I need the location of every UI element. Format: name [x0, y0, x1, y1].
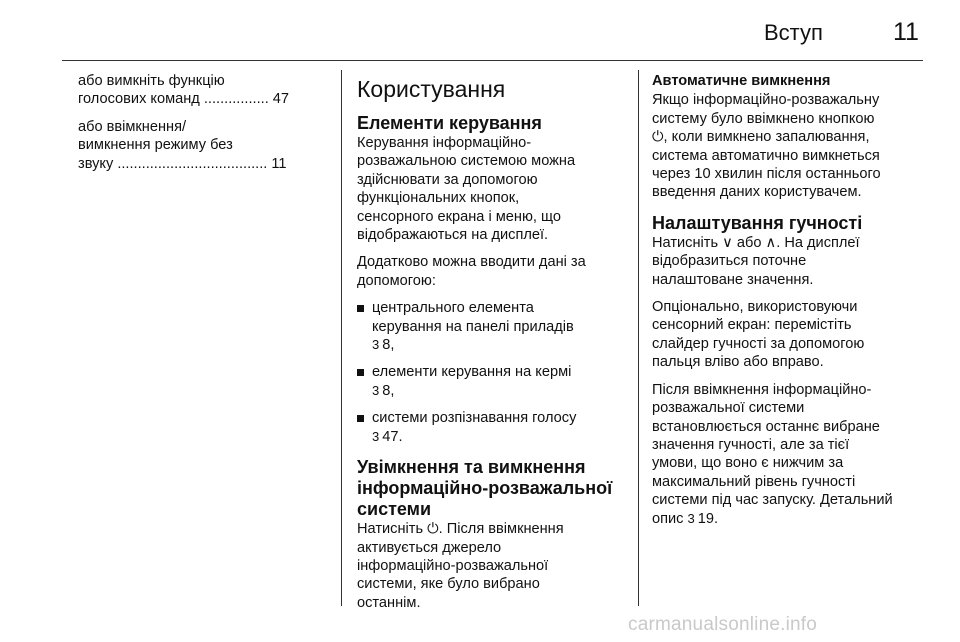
text-line — [652, 234, 928, 252]
heading-line: інформаційно-розважальної — [357, 478, 613, 499]
toc-column — [78, 72, 324, 182]
page-reference[interactable] — [372, 336, 619, 354]
text-line: система автоматично вимкнеться — [652, 147, 880, 164]
bullet-square-icon — [357, 305, 364, 312]
text-line: активується джерело — [357, 539, 502, 556]
toc-line-last: голосових команд ................ 47 — [78, 91, 290, 108]
chapter-title: Користування — [357, 76, 506, 102]
text-line — [652, 128, 928, 146]
text-line: сенсорний екран: перемістіть — [652, 317, 852, 334]
heading-line: Увімкнення та вимкнення — [357, 457, 586, 478]
controls-paragraph — [357, 134, 619, 244]
settings-column — [652, 72, 928, 528]
text-line: допомогою: — [357, 272, 436, 289]
text-line: налаштоване значення. — [652, 271, 814, 288]
reference-arrow-icon: 3 — [372, 428, 380, 444]
text-run: опис — [652, 510, 684, 527]
text-line: системи, яке було вибрано — [357, 576, 540, 593]
text-run: , коли вимкнено запалювання, — [663, 129, 870, 146]
text-line: системи розпізнавання голосу — [372, 410, 577, 427]
text-line: останнім. — [357, 594, 421, 611]
text-line: через 10 хвилин після останнього — [652, 166, 881, 183]
text-line: системи під час запуску. Детальний — [652, 492, 893, 509]
input-paragraph — [357, 253, 619, 290]
text-run: . Після ввімкнення — [438, 521, 564, 538]
bullet-square-icon — [357, 369, 364, 376]
reference-page: 8, — [382, 337, 395, 354]
toc-line: або вимкніть функцію — [78, 73, 225, 89]
auto-off-paragraph — [652, 91, 928, 201]
power-icon: ⏻ — [652, 129, 664, 146]
reference-page: 8, — [382, 382, 395, 399]
text-run: Натисніть — [652, 234, 719, 251]
toc-line: або ввімкнення/ — [78, 118, 187, 135]
text-line: розважальною системою можна — [357, 153, 576, 170]
text-line: здійснювати за допомогою — [357, 171, 538, 188]
reference-page: 19. — [697, 510, 719, 527]
toc-line-last: звуку ..................................... 11 — [78, 155, 287, 172]
header-rule — [62, 60, 923, 61]
reference-arrow-icon: 3 — [372, 337, 380, 353]
startup-volume-paragraph — [652, 381, 928, 528]
reference-page: 47. — [382, 428, 403, 445]
page-reference[interactable] — [372, 382, 619, 400]
text-line: Керування інформаційно- — [357, 135, 532, 151]
text-line: елементи керування на кермі — [372, 364, 572, 381]
text-line: введення даних користувачем. — [652, 184, 862, 201]
text-run: Натисніть — [357, 521, 424, 538]
reference-arrow-icon: 3 — [372, 382, 380, 398]
text-run: . На дисплеї — [776, 234, 860, 251]
volume-up-icon: ∧ — [765, 234, 777, 251]
controls-heading: Елементи керування — [357, 113, 542, 133]
text-line: Опціонально, використовуючи — [652, 299, 858, 316]
text-line: максимальний рівень гучності — [652, 473, 856, 490]
power-paragraph — [357, 520, 619, 612]
text-line: Після ввімкнення інформаційно- — [652, 381, 872, 398]
column-divider-1 — [341, 70, 342, 606]
slider-paragraph — [652, 298, 928, 372]
power-icon: ⏻ — [427, 521, 439, 538]
volume-down-icon: ∨ — [722, 234, 733, 251]
bullet-square-icon — [357, 415, 364, 422]
page-section-title: Вступ — [764, 20, 823, 45]
list-item — [357, 363, 619, 400]
page-reference[interactable] — [372, 428, 619, 446]
text-line: розважальної системи — [652, 400, 805, 417]
text-line: центрального елемента — [372, 300, 534, 317]
text-line: пальця вліво або вправо. — [652, 354, 824, 371]
text-line: значення гучності, але за тієї — [652, 436, 850, 453]
column-divider-2 — [638, 70, 639, 606]
volume-paragraph — [652, 234, 928, 289]
page-reference[interactable] — [688, 511, 719, 527]
toc-entry-mute — [78, 118, 324, 173]
auto-off-heading: Автоматичне вимкнення — [652, 73, 831, 89]
text-line: умови, що воно є нижчим за — [652, 455, 844, 472]
reference-arrow-icon: 3 — [687, 510, 695, 526]
text-line: слайдер гучності за допомогою — [652, 335, 865, 352]
list-item — [357, 299, 619, 354]
list-item — [357, 409, 619, 446]
text-line: функціональних кнопок, — [357, 190, 520, 207]
toc-line: вимкнення режиму без — [78, 137, 233, 154]
volume-heading: Налаштування гучності — [652, 212, 863, 233]
usage-column — [357, 72, 619, 612]
text-line: відображаються на дисплеї. — [357, 227, 549, 244]
text-line — [357, 520, 619, 538]
heading-line: системи — [357, 499, 432, 520]
text-line: сенсорного екрана і меню, що — [357, 208, 561, 225]
text-line: Якщо інформаційно-розважальну — [652, 92, 880, 109]
text-line — [652, 510, 928, 528]
text-run: або — [736, 234, 762, 251]
text-line: відобразиться поточне — [652, 253, 807, 270]
power-heading — [357, 457, 619, 520]
text-line: керування на панелі приладів — [372, 318, 574, 335]
text-line: Додатково можна вводити дані за — [357, 254, 586, 271]
page-number: 11 — [893, 18, 919, 46]
watermark: carmanualsonline.info — [628, 614, 818, 635]
toc-entry-voice — [78, 72, 324, 109]
text-line: встановлюється останнє вибране — [652, 418, 880, 435]
text-line: інформаційно-розважальної — [357, 557, 549, 574]
text-line: систему було ввімкнено кнопкою — [652, 110, 875, 127]
